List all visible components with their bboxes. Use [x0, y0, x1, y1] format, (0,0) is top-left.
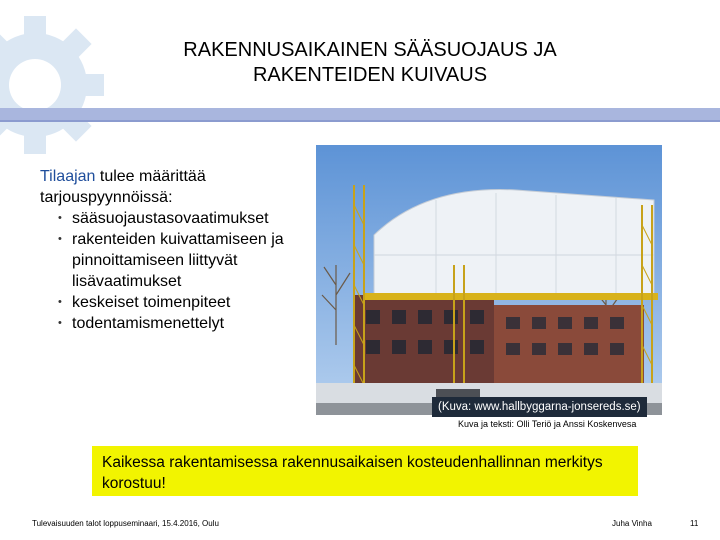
footer-author: Juha Vinha: [612, 519, 652, 528]
bullet-icon: •: [58, 212, 62, 224]
slide-title-line1: RAKENNUSAIKAINEN SÄÄSUOJAUS JA: [183, 39, 557, 61]
slide-title: [110, 38, 630, 88]
gear-icon: [0, 10, 110, 160]
title-bar-edge: [0, 120, 720, 122]
construction-photo: [316, 145, 662, 415]
list-item-text: rakenteiden kuivattamiseen ja pinnoittamiseen liittyvät lisävaatimukset: [72, 231, 284, 290]
intro-highlight: Tilaajan: [40, 168, 96, 185]
requirements-list: [40, 208, 310, 334]
body-text: [40, 166, 310, 334]
list-item: [40, 208, 310, 229]
list-item: [40, 229, 310, 292]
list-item-text: keskeiset toimenpiteet: [72, 294, 231, 311]
list-item-text: sääsuojaustasovaatimukset: [72, 210, 269, 227]
list-item-text: todentamismenettelyt: [72, 315, 225, 332]
bullet-icon: •: [58, 296, 62, 308]
list-item: [40, 292, 310, 313]
photo-caption: (Kuva: www.hallbyggarna-jonsereds.se): [432, 397, 647, 417]
photo-credit: Kuva ja teksti: Olli Teriö ja Anssi Koskenvesa: [458, 419, 637, 429]
highlight-note: Kaikessa rakentamisessa rakennusaikaisen kosteudenhallinnan merkitys korostuu!: [92, 446, 638, 496]
slide-title-line2: RAKENTEIDEN KUIVAUS: [252, 64, 488, 86]
intro-rest: tulee määrittää tarjouspyynnöissä:: [40, 168, 206, 206]
bullet-icon: •: [58, 233, 62, 245]
intro-text: [40, 166, 310, 208]
page-number: 11: [690, 519, 699, 528]
list-item: [40, 313, 310, 334]
footer-event: Tulevaisuuden talot loppuseminaari, 15.4.2016, Oulu: [32, 519, 219, 528]
bullet-icon: •: [58, 317, 62, 329]
